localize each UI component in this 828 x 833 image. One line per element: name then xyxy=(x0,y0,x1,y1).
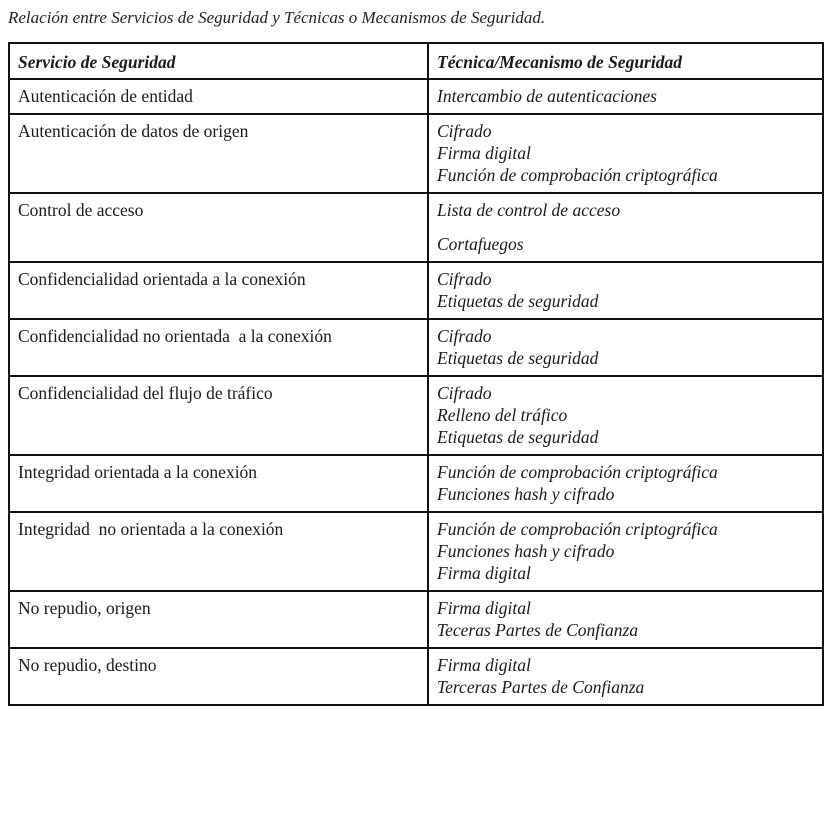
mechanism-item: Firma digital xyxy=(437,143,531,163)
table-row xyxy=(9,591,823,648)
table-row xyxy=(9,376,823,455)
table-row xyxy=(9,455,823,512)
mechanism-item: Funciones hash y cifrado xyxy=(437,541,615,561)
mechanism-item: Etiquetas de seguridad xyxy=(437,348,599,368)
mechanism-item: Terceras Partes de Confianza xyxy=(437,677,645,697)
mechanism-cell xyxy=(428,376,823,455)
mechanism-item: Cifrado xyxy=(437,383,492,403)
mechanism-item: Cifrado xyxy=(437,326,492,346)
table-caption: Relación entre Servicios de Seguridad y Técnicas o Mecanismos de Seguridad. xyxy=(8,8,546,27)
mechanism-cell xyxy=(428,79,823,114)
mechanism-item: Teceras Partes de Confianza xyxy=(437,620,639,640)
service-cell: Confidencialidad no orientada a la conexión xyxy=(9,319,428,376)
mechanism-item: Función de comprobación criptográfica xyxy=(437,165,718,185)
column-header-service: Servicio de Seguridad xyxy=(9,43,428,79)
table-row xyxy=(9,79,823,114)
service-cell: Integridad no orientada a la conexión xyxy=(9,512,428,591)
mechanism-cell xyxy=(428,193,823,262)
mechanism-cell xyxy=(428,114,823,193)
mechanism-item: Cifrado xyxy=(437,121,492,141)
mechanism-item: Cifrado xyxy=(437,269,492,289)
table-row xyxy=(9,114,823,193)
service-cell: Confidencialidad orientada a la conexión xyxy=(9,262,428,319)
mechanism-item: Etiquetas de seguridad xyxy=(437,291,599,311)
mechanism-cell xyxy=(428,512,823,591)
table-row xyxy=(9,193,823,262)
security-services-table xyxy=(8,42,824,706)
mechanism-item: Firma digital xyxy=(437,598,531,618)
mechanism-item: Cortafuegos xyxy=(437,234,524,254)
table-row xyxy=(9,648,823,705)
service-cell: Confidencialidad del flujo de tráfico xyxy=(9,376,428,455)
mechanism-item: Intercambio de autenticaciones xyxy=(437,86,657,106)
mechanism-cell xyxy=(428,319,823,376)
service-cell: Autenticación de entidad xyxy=(9,79,428,114)
service-cell: No repudio, destino xyxy=(9,648,428,705)
service-cell: Control de acceso xyxy=(9,193,428,262)
mechanism-cell xyxy=(428,455,823,512)
mechanism-item: Función de comprobación criptográfica xyxy=(437,462,718,482)
mechanism-item: Funciones hash y cifrado xyxy=(437,484,615,504)
service-cell: Autenticación de datos de origen xyxy=(9,114,428,193)
column-header-mechanism: Técnica/Mecanismo de Seguridad xyxy=(428,43,823,79)
mechanism-cell xyxy=(428,591,823,648)
service-cell: No repudio, origen xyxy=(9,591,428,648)
mechanism-item: Lista de control de acceso xyxy=(437,200,621,220)
mechanism-item: Relleno del tráfico xyxy=(437,405,568,425)
mechanism-item: Función de comprobación criptográfica xyxy=(437,519,718,539)
mechanism-item: Firma digital xyxy=(437,563,531,583)
table-row xyxy=(9,262,823,319)
mechanism-item: Etiquetas de seguridad xyxy=(437,427,599,447)
service-cell: Integridad orientada a la conexión xyxy=(9,455,428,512)
mechanism-cell xyxy=(428,262,823,319)
table-header-row xyxy=(9,43,823,79)
table-row xyxy=(9,319,823,376)
mechanism-item: Firma digital xyxy=(437,655,531,675)
table-row xyxy=(9,512,823,591)
mechanism-cell xyxy=(428,648,823,705)
